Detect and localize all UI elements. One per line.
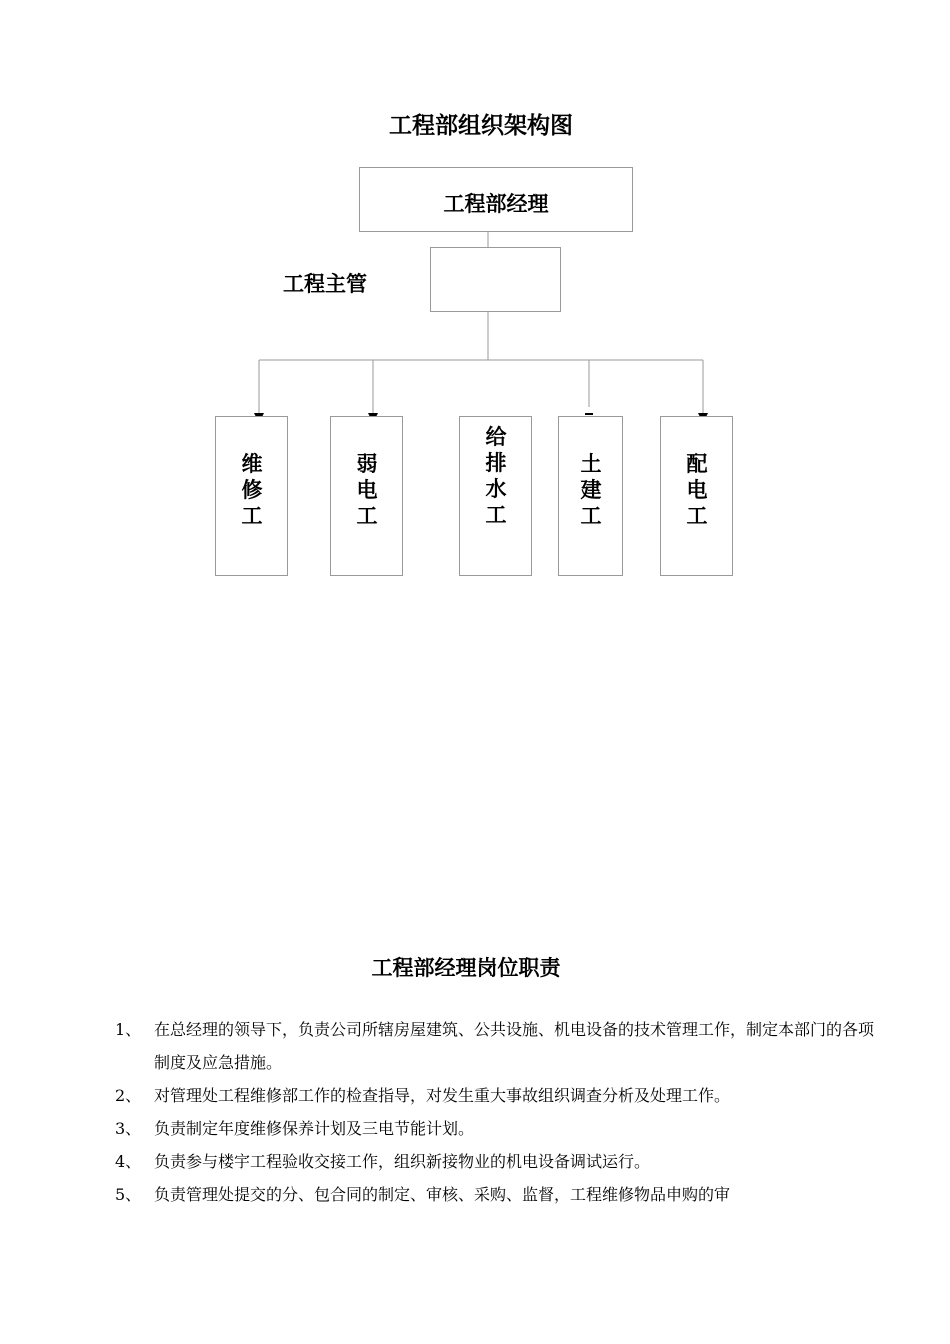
duty-number: 5、 [115, 1185, 142, 1204]
team-label-civil: 土 建 工 [580, 452, 602, 528]
duty-item [115, 1178, 875, 1211]
duty-item [115, 1079, 875, 1112]
duty-text: 负责管理处提交的分、包合同的制定、审核、采购、监督，工程维修物品申购的审 [154, 1185, 731, 1204]
duties-title: 工程部经理岗位职责 [371, 956, 561, 980]
duty-text: 在总经理的领导下，负责公司所辖房屋建筑、公共设施、机电设备的技术管理工作，制定本部门的各项制度及应急措施。 [154, 1020, 875, 1072]
duties-list [115, 1013, 875, 1211]
duty-text: 负责制定年度维修保养计划及三电节能计划。 [154, 1119, 475, 1138]
duty-text: 负责参与楼宇工程验收交接工作，组织新接物业的机电设备调试运行。 [154, 1152, 651, 1171]
duty-item [115, 1013, 875, 1079]
chart-title: 工程部组织架构图 [389, 113, 573, 139]
duty-number: 2、 [115, 1086, 142, 1105]
duty-number: 1、 [115, 1020, 142, 1039]
supervisor-label: 工程主管 [283, 272, 367, 296]
team-label-maintenance: 维 修 工 [241, 452, 263, 528]
supervisor-box [430, 247, 561, 312]
duty-number: 4、 [115, 1152, 142, 1171]
duty-item [115, 1112, 875, 1145]
manager-label: 工程部经理 [443, 192, 549, 216]
team-label-plumbing: 给 排 水 工 [485, 425, 507, 527]
team-label-weak-current: 弱 电 工 [356, 452, 378, 528]
duty-number: 3、 [115, 1119, 142, 1138]
duty-item [115, 1145, 875, 1178]
team-label-power-distribution: 配 电 工 [686, 452, 708, 528]
duty-text: 对管理处工程维修部工作的检查指导，对发生重大事故组织调查分析及处理工作。 [154, 1086, 731, 1105]
